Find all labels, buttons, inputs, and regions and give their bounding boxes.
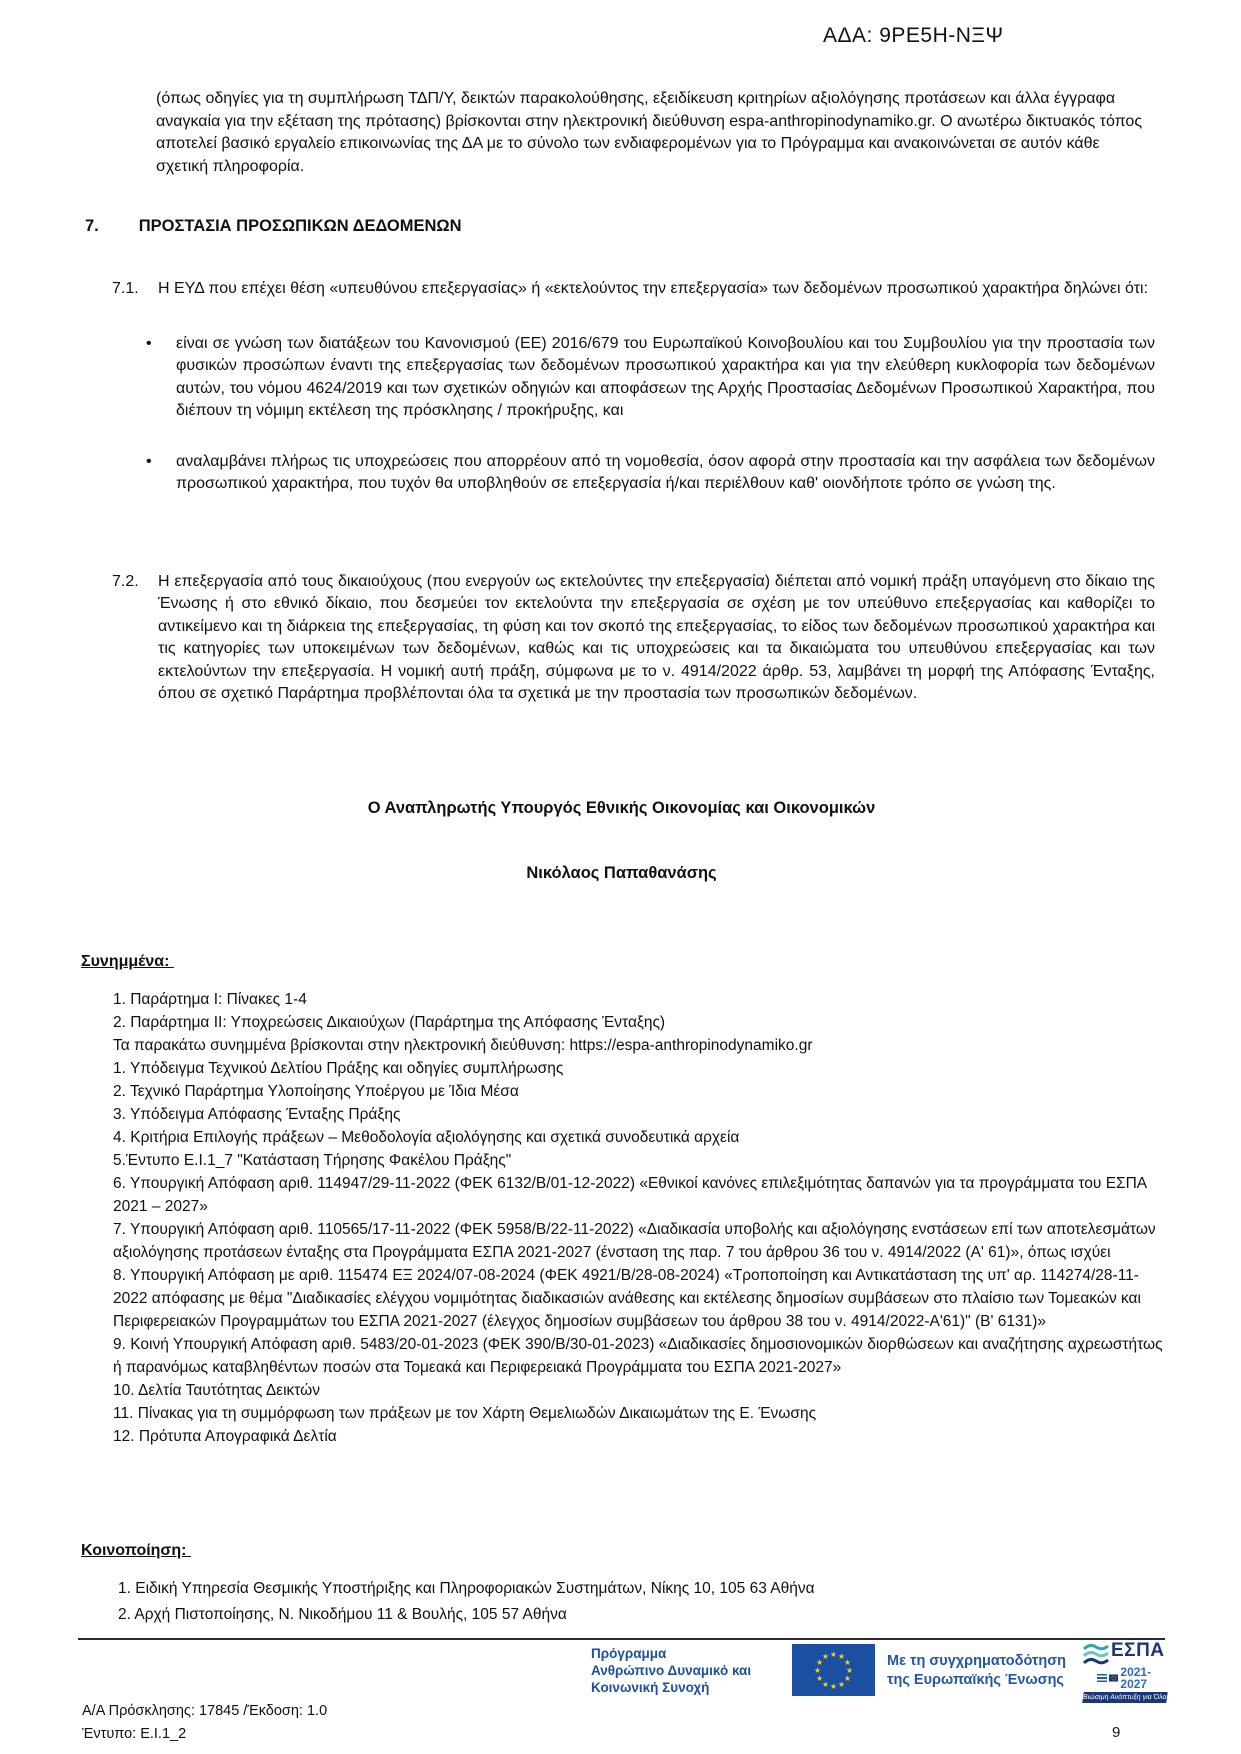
paragraph-7-2-number: 7.2. — [112, 573, 139, 590]
svg-text:★: ★ — [816, 1674, 824, 1683]
attachment-item: 4. Κριτήρια Επιλογής πράξεων – Μεθοδολογία αξιολόγησης και σχετικά συνοδευτικά αρχεία — [113, 1129, 740, 1146]
intro-paragraph: (όπως οδηγίες για τη συμπλήρωση ΤΔΠ/Υ, δεικτών παρακολούθησης, εξειδίκευση κριτηρίων αξιολόγησης προτάσεων και άλλα έγγραφα αναγκαία για την εξέταση της πρότασης) βρίσκονται στην ηλεκτρονική διεύθυνση espa-anthropinodynamiko.gr. Ο ανωτέρω δικτυακός τόπος αποτελεί βασικό εργαλείο επικοινωνίας της ΔΑ με το σύνολο των ενδιαφερομένων για το Πρόγραμμα και ανακοινώνεται σε αυτόν κάθε σχετική πληροφορία. — [156, 90, 1143, 175]
eu-cofunding-text — [887, 1652, 1066, 1690]
svg-text:★: ★ — [829, 1682, 838, 1691]
bullet-point: • αναλαμβάνει πλήρως τις υποχρεώσεις που απορρέουν από τη νομοθεσία, όσον αφορά στην προστασία και την ασφάλεια των δεδομένων προσωπικού χαρακτήρα, που τυχόν θα υποβληθούν σε επεξεργασία ή/και περιέλθουν καθ' οιονδήποτε τρόπο σε γνώση της. — [176, 451, 1155, 496]
attachment-item: 7. Υπουργική Απόφαση αριθ. 110565/17-11-2022 (ΦΕΚ 5958/Β/22-11-2022) «Διαδικασία υποβολής και αξιολόγησης ενστάσεων επί των αποτελεσμάτων αξιολόγησης προτάσεων ένταξης στα Προγράμματα ΕΣΠΑ 2021-2027 (ένσταση της παρ. 7 του άρθρου 36 του ν. 4914/2022 (Α' 61)», όπως ισχύει — [113, 1221, 1156, 1261]
attachment-item: 3. Υπόδειγμα Απόφασης Ένταξης Πράξης — [113, 1106, 401, 1123]
attachment-item: 1. Παράρτημα Ι: Πίνακες 1-4 — [113, 991, 307, 1008]
bullet-list — [176, 333, 1155, 495]
form-meta: Έντυπο: Ε.Ι.1_2 — [82, 1726, 187, 1742]
svg-text:★: ★ — [843, 1674, 851, 1683]
attachment-item: 6. Υπουργική Απόφαση αριθ. 114947/29-11-2022 (ΦΕΚ 6132/Β/01-12-2022) «Εθνικοί κανόνες επιλεξιμότητας δαπανών για τα προγράμματα του ΕΣΠΑ 2021 – 2027» — [113, 1175, 1147, 1215]
espa-years: 2021-2027 — [1120, 1665, 1152, 1691]
section-7-number: 7. — [85, 217, 99, 235]
program-logo-text — [591, 1645, 751, 1696]
footer-divider — [78, 1638, 1165, 1640]
invitation-meta: Α/Α Πρόσκλησης: 17845 /Έκδοση: 1.0 — [82, 1703, 328, 1719]
section-7-title: ΠΡΟΣΤΑΣΙΑ ΠΡΟΣΩΠΙΚΩΝ ΔΕΔΟΜΕΝΩΝ — [138, 217, 462, 235]
attachment-item: 11. Πίνακας για τη συμμόρφωση των πράξεων με τον Χάρτη Θεμελιωδών Δικαιωμάτων της Ε. Ένωσης — [113, 1405, 817, 1422]
attachment-item: 2. Παράρτημα ΙΙ: Υποχρεώσεις Δικαιούχων (Παράρτημα της Απόφασης Ένταξης) — [113, 1014, 666, 1031]
svg-text:★: ★ — [813, 1666, 822, 1675]
section-7-heading — [85, 217, 462, 236]
paragraph-7-1 — [112, 278, 1155, 300]
espa-title: ΕΣΠΑ — [1111, 1640, 1165, 1661]
svg-text:★: ★ — [816, 1658, 824, 1667]
program-logo-line2: Ανθρώπινο Δυναμικό και — [591, 1663, 752, 1678]
signature-title: Ο Αναπληρωτής Υπουργός Εθνικής Οικονομίας και Οικονομικών — [367, 799, 876, 817]
eu-cofunding-line2: της Ευρωπαϊκής Ένωσης — [887, 1672, 1064, 1688]
notification-list — [118, 1576, 1158, 1628]
attachments-list — [113, 988, 1167, 1448]
notification-item: 1. Ειδική Υπηρεσία Θεσμικής Υποστήριξης και Πληροφοριακών Συστημάτων, Νίκης 10, 105 63 Αθήνα — [118, 1580, 815, 1597]
svg-text:★: ★ — [843, 1658, 851, 1667]
attachment-item: Τα παρακάτω συνημμένα βρίσκονται στην ηλεκτρονική διεύθυνση: https://espa-anthropinodynamiko.gr — [113, 1037, 813, 1054]
attachment-item: 2. Τεχνικό Παράρτημα Υλοποίησης Υποέργου με Ίδια Μέσα — [113, 1083, 519, 1100]
greek-flag-icon — [1097, 1674, 1107, 1682]
espa-waves-icon — [1083, 1643, 1109, 1665]
ada-code: ΑΔΑ: 9ΡΕ5Η-ΝΞΨ — [823, 24, 1004, 47]
svg-text:★: ★ — [837, 1652, 846, 1661]
svg-text:★: ★ — [837, 1679, 846, 1689]
program-logo-line3: Κοινωνική Συνοχή — [591, 1680, 710, 1695]
attachment-item: 8. Υπουργική Απόφαση με αριθ. 115474 ΕΞ 2024/07-08-2024 (ΦΕΚ 4921/Β/28-08-2024) «Τροποποίηση και Αντικατάσταση της υπ' αρ. 114274/28-11-2022 απόφασης με θέμα "Διαδικασίες ελέγχου νομιμότητας διαδικασιών ανάθεσης και εκτέλεσης δημοσίων συμβάσεων στο πλαίσιο των Τομεακών και Περιφερειακών Προγραμμάτων του ΕΣΠΑ 2021-2027 (έλεγχος δημοσίων συμβάσεων του άρθρου 38 του ν. 4914/2022-Α'61)" (Β' 6131)» — [113, 1267, 1141, 1330]
attachment-item: 10. Δελτία Ταυτότητας Δεικτών — [113, 1382, 321, 1399]
bullet-point: • είναι σε γνώση των διατάξεων του Κανονισμού (ΕΕ) 2016/679 του Ευρωπαϊκού Κοινοβουλίου και του Συμβουλίου για την προστασία των φυσικών προσώπων έναντι της επεξεργασίας των δεδομένων προσωπικού χαρακτήρα και για την ελεύθερη κυκλοφορία των δεδομένων αυτών, του νόμου 4624/2019 και των σχετικών οδηγιών και αποφάσεων της Αρχής Προστασίας Δεδομένων Προσωπικού Χαρακτήρα, που διέπουν τη νόμιμη εκτέλεση της πρόσκλησης / προκήρυξης, και — [176, 333, 1155, 423]
attachment-item: 1. Υπόδειγμα Τεχνικού Δελτίου Πράξης και οδηγίες συμπλήρωσης — [113, 1060, 564, 1077]
program-logo-line1: Πρόγραμμα — [591, 1646, 667, 1661]
paragraph-7-2-text: Η επεξεργασία από τους δικαιούχους (που ενεργούν ως εκτελούντες την επεξεργασία) διέπεται από νομική πράξη υπαγόμενη στο δίκαιο της Ένωσης ή στο εθνικό δίκαιο, που δεσμεύει τον εκτελούντα την επεξεργασία σε σχέση με τον υπεύθυνο επεξεργασίας και καθορίζει το αντικείμενο και τη διάρκεια της επεξεργασίας, τη φύση και τον σκοπό της επεξεργασίας, το είδος των δεδομένων προσωπικού χαρακτήρα και τις κατηγορίες των υποκειμένων των δεδομένων, καθώς και τις υποχρεώσεις και τα δικαιώματα του υπευθύνου επεξεργασίας και των εκτελούντων την επεξεργασία. Η νομική αυτή πράξη, σύμφωνα με το ν. 4914/2022 άρθρ. 53, λαμβάνει τη μορφή της Απόφασης Ένταξης, όπου σε σχετικό Παράρτημα προβλέπονται όλα τα σχετικά με την προστασία των προσωπικών δεδομένων. — [158, 573, 1155, 703]
espa-tagline-banner: Βιώσιμη Ανάπτυξη για Όλους — [1082, 1694, 1174, 1701]
paragraph-7-1-number: 7.1. — [112, 280, 139, 297]
svg-text:★: ★ — [821, 1679, 830, 1689]
paragraph-7-1-text: Η ΕΥΔ που επέχει θέση «υπευθύνου επεξεργασίας» ή «εκτελούντος την επεξεργασία» των δεδομένων προσωπικού χαρακτήρα δηλώνει ότι: — [158, 280, 1149, 297]
attachment-item: 5.Έντυπο Ε.Ι.1_7 "Κατάσταση Τήρησης Φακέλου Πράξης" — [113, 1152, 512, 1169]
eu-flag-icon — [792, 1644, 875, 1696]
paragraph-7-2 — [112, 571, 1155, 705]
espa-logo — [1082, 1640, 1174, 1701]
page-number: 9 — [1112, 1724, 1121, 1741]
signature-name: Νικόλαος Παπαθανάσης — [526, 864, 717, 882]
svg-text:★: ★ — [845, 1666, 854, 1675]
attachment-item: 12. Πρότυπα Απογραφικά Δελτία — [113, 1428, 337, 1445]
svg-text:★: ★ — [829, 1650, 838, 1659]
eu-mini-flag-icon — [1109, 1674, 1119, 1682]
notification-item: 2. Αρχή Πιστοποίησης, Ν. Νικοδήμου 11 & Βουλής, 105 57 Αθήνα — [118, 1606, 567, 1623]
svg-text:★: ★ — [821, 1652, 830, 1661]
eu-cofunding-line1: Με τη συγχρηματοδότηση — [887, 1653, 1067, 1669]
notification-heading: Κοινοποίηση: — [81, 1542, 191, 1559]
attachments-heading: Συνημμένα: — [81, 953, 174, 970]
attachment-item: 9. Κοινή Υπουργική Απόφαση αριθ. 5483/20-01-2023 (ΦΕΚ 390/Β/30-01-2023) «Διαδικασίες δημοσιονομικών διορθώσεων και αναζήτησης αχρεωστήτως ή παρανόμως καταβληθέντων ποσών στα Τομεακά και Περιφερειακά Προγράμματα του ΕΣΠΑ 2021-2027» — [113, 1336, 1163, 1376]
